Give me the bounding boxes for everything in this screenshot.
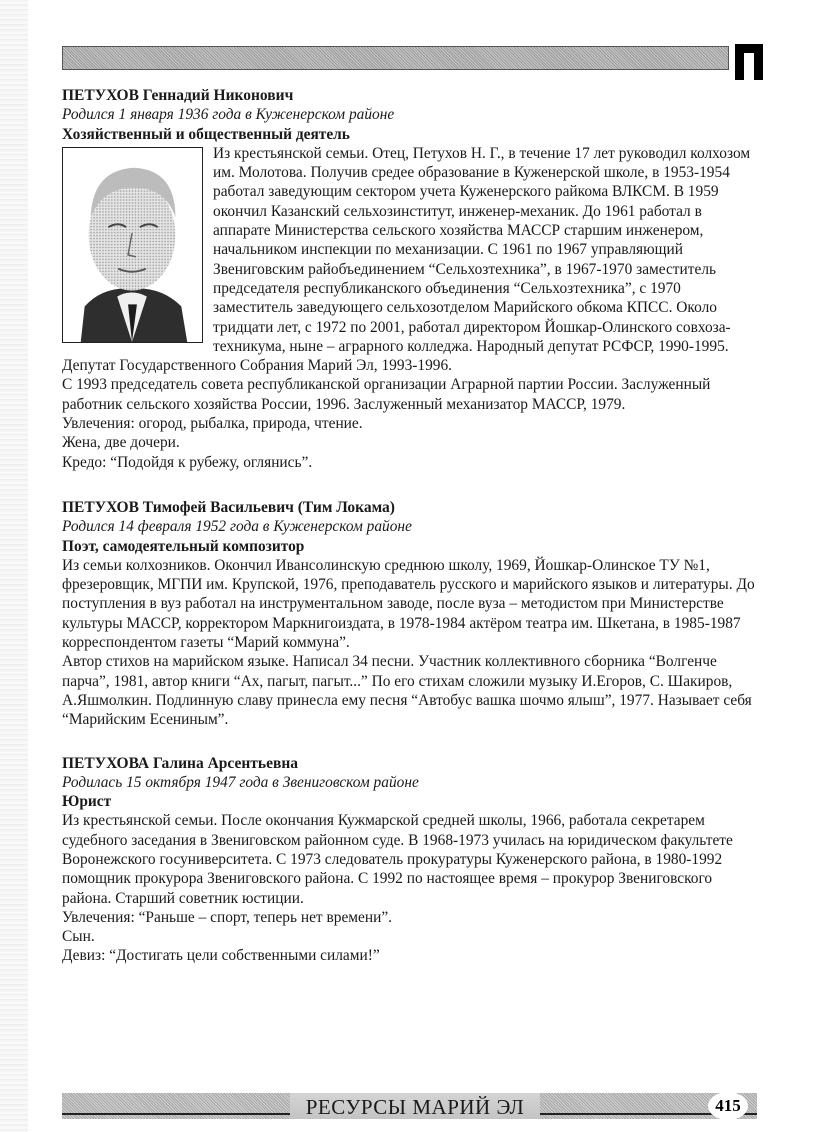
entry-paragraph: Сын. [62, 928, 95, 946]
page-content [62, 86, 762, 985]
entry-paragraph: Из семьи колхозников. Окончил Ивансолинскую среднюю школу, 1969, Йошкар-Олинское ТУ №1, фрезеровщик, МГПИ им. Крупской, 1976, преподаватель русского и марийского языков и литературы. До поступления в вуз работал на инструментальном заводе, после вуза – методистом при Министерстве культуры МАССР, корректором Маркнигоиздата, в 1978-1984 актёром театра им. Шкетана, в 1985-1987 корреспондентом газеты “Марий коммуна”. [62, 556, 755, 652]
entry-birth-info: Родилась 15 октября 1947 года в Звениговском районе [62, 773, 419, 791]
entry-petukhov-timofey [62, 498, 762, 730]
entry-paragraph: С 1993 председатель совета республиканской организации Аграрной партии России. Заслуженный работник сельского хозяйства России, 1996. Заслуженный механизатор МАССР, 1979. [62, 376, 711, 413]
entry-name: ПЕТУХОВ Тимофей Васильевич (Тим Локама) [62, 498, 395, 516]
entry-name: ПЕТУХОВА Галина Арсентьевна [62, 754, 299, 772]
entry-paragraph: Автор стихов на марийском языке. Написал 34 песни. Участник коллективного сборника “Волгенче парча”, 1981, автор книги “Ах, пагыт, пагыт...” По его стихам сложили музыку И.Егоров, С. Шакиров, А.Яшмолкин. Подлинную славу принесла ему песня “Автобус вашка шочмо ялыш”, 1977. Называет себя “Марийским Есениным”. [62, 653, 752, 729]
entry-role: Поэт, самодеятельный композитор [62, 537, 305, 555]
entry-paragraph: Увлечения: “Раньше – спорт, теперь нет времени”. [62, 908, 393, 926]
entry-paragraph: Девиз: “Достигать цели собственными силами!” [62, 947, 380, 965]
entry-paragraph: Из крестьянской семьи. Отец, Петухов Н. Г., в течение 17 лет руководил колхозом им. Молотова. Получив средее образование в Куженерской школе, в 1953-1954 работал заведующим сектором учета Куженерского райкома ВЛКСМ. В 1959 окончил Казанский сельхозинститут, инженер-механик. До 1961 работал в аппарате Министерства сельского хозяйства МАССР старшим инженером, начальником инспекции по механизации. С 1961 по 1967 управляющий Звениговским райобъединением “Сельхозтехника”, в 1967-1970 заместитель председателя республиканского объединения “Сельхозтехника”, с 1970 заместитель заведующего сельхозотделом Марийского обкома КПСС. Около тридцати лет, с 1972 по 2001, работал директором Йошкар-Олинского совхоза-техникума, ныне – аграрного колледжа. Народный депутат РСФСР, 1990-1995. Депутат Государственного Собрания Марий Эл, 1993-1996. [62, 144, 751, 375]
section-letter [735, 44, 763, 80]
entry-body [62, 556, 762, 730]
entry-birth-info: Родился 1 января 1936 года в Куженерском районе [62, 106, 395, 124]
footer-title: РЕСУРСЫ МАРИЙ ЭЛ [290, 1093, 540, 1119]
entry-role: Юрист [62, 793, 112, 811]
entry-paragraph: Кредо: “Подойдя к рубежу, оглянись”. [62, 453, 313, 471]
entry-petukhov-gennady [62, 86, 762, 472]
entry-paragraph: Жена, две дочери. [62, 434, 180, 452]
entry-body [62, 811, 762, 965]
entry-petukhova-galina [62, 754, 762, 966]
entry-name: ПЕТУХОВ Геннадий Никонович [62, 87, 294, 104]
page-number: 415 [708, 1092, 748, 1120]
portrait-image [63, 148, 202, 342]
entry-birth-info: Родился 14 февраля 1952 года в Куженерском районе [62, 518, 412, 536]
scan-edge [0, 0, 28, 1132]
entry-paragraph: Увлечения: огород, рыбалка, природа, чтение. [62, 415, 363, 433]
entry-paragraph: Из крестьянской семьи. После окончания Кужмарской средней школы, 1966, работала секретарем судебного заседания в Звениговском районном суде. В 1968-1973 училась на юридическом факультете Воронежского госуниверситета. С 1973 следователь прокуратуры Куженерского района, в 1980-1992 помощник прокурора Звениговского района. С 1992 по настоящее время – прокурор Звениговского района. Старший советник юстиции. [62, 812, 733, 907]
entry-role: Хозяйственный и общественный деятель [62, 125, 350, 143]
header-bar [62, 46, 729, 70]
entry-body [62, 144, 762, 472]
portrait-photo [62, 147, 203, 343]
